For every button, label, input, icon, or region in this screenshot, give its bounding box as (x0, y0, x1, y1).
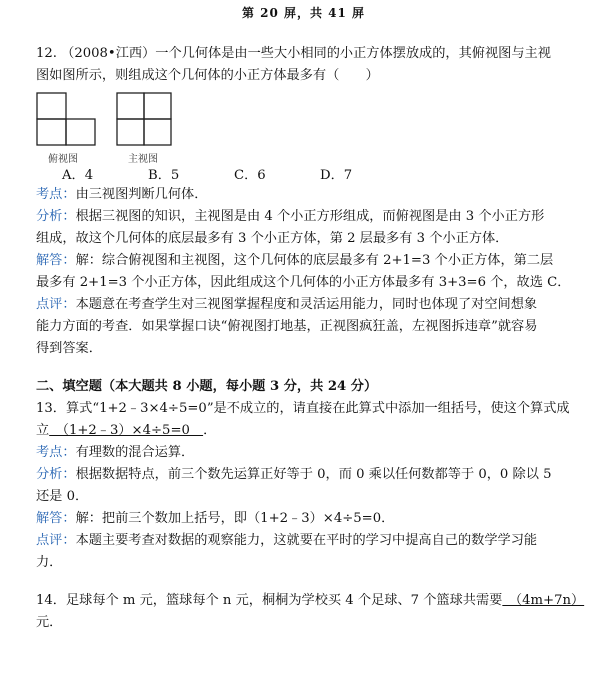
q12-options (62, 167, 382, 185)
q13-dianping-line2: 力． (36, 555, 63, 570)
q13-stem-prefix: 立 (36, 423, 50, 438)
q14-stem-line2: 元． (36, 615, 63, 630)
fenxi-tag: 分析： (36, 209, 76, 224)
q14-stem-line1 (36, 592, 584, 610)
q13-stem-line2 (36, 422, 216, 440)
jieda-text: 解：综合俯视图和主视图，这个几何体的底层最多有 2+1=3 个小正方体，第二层 (75, 253, 554, 268)
q13-stem-suffix: ． (203, 423, 217, 438)
dianping-tag: 点评： (36, 533, 76, 548)
q12-jieda-line1 (36, 252, 553, 270)
q13-jieda (36, 510, 394, 528)
fenxi-tag: 分析： (36, 467, 76, 482)
front-view-label: 主视图 (128, 154, 158, 165)
option-a: A．4 (62, 168, 94, 183)
jieda-tag: 解答： (36, 511, 76, 526)
q12-stem-line2: 图如图所示，则组成这个几何体的小正方体最多有（ ） (36, 68, 379, 83)
q12-dianping-line2: 能力方面的考查．如果掌握口诀“俯视图打地基，正视图疯狂盖，左视图拆违章”就容易 (36, 319, 538, 334)
section-title: 二、填空题（本大题共 8 小题，每小题 3 分，共 24 分） (36, 379, 378, 394)
kaodian-text: 有理数的混合运算． (75, 445, 195, 460)
q14-stem-prefix: 14．足球每个 m 元，篮球每个 n 元，桐桐为学校买 4 个足球、7 个篮球共需要 (36, 593, 503, 608)
q12-stem-line1: 12. （2008•江西）一个几何体是由一些大小相同的小正方体摆放成的，其俯视图与主视 (36, 46, 551, 61)
q13-stem-line1: 13．算式“1+2﹣3×4÷5=0”是不成立的，请直接在此算式中添加一组括号，使这个算式成 (36, 401, 570, 416)
q12-fenxi-line1 (36, 208, 544, 226)
q12-dianping-line3: 得到答案． (36, 341, 102, 356)
kaodian-text: 由三视图判断几何体． (75, 187, 208, 202)
page-header: 第 20 屏，共 41 屏 (241, 6, 366, 20)
q12-dianping-line1 (36, 296, 537, 314)
fenxi-text: 根据三视图的知识，主视图是由 4 个小正方形组成，而俯视图是由 3 个小正方形 (75, 209, 545, 224)
top-view-drawing (36, 92, 96, 146)
option-c: C．6 (234, 168, 266, 183)
option-d: D．7 (320, 168, 353, 183)
q13-answer: （1+2﹣3）×4÷5=0 (49, 423, 204, 438)
q12-jieda-line2: 最多有 2+1=3 个小正方体，因此组成这个几何体的小正方体最多有 3+3=6 个，故选 C． (36, 275, 571, 290)
kaodian-tag: 考点： (36, 445, 76, 460)
q13-fenxi-line1 (36, 466, 551, 484)
q13-fenxi-line2: 还是 0． (36, 489, 89, 504)
front-view-figure (116, 92, 172, 146)
jieda-text: 解：把前三个数加上括号，即（1+2﹣3）×4÷5=0． (75, 511, 395, 526)
q12-kaodian (36, 186, 207, 204)
q13-kaodian (36, 444, 194, 462)
q12-fenxi-line2: 组成，故这个几何体的底层最多有 3 个小正方体，第 2 层最多有 3 个小正方体． (36, 231, 509, 246)
dianping-text: 本题主要考查对数据的观察能力，这就要在平时的学习中提高自己的数学学习能 (75, 533, 538, 548)
front-view-drawing (116, 92, 172, 146)
top-view-figure (36, 92, 96, 146)
option-b: B．5 (148, 168, 180, 183)
q14-answer: （4m+7n） (502, 593, 585, 608)
kaodian-tag: 考点： (36, 187, 76, 202)
top-view-label: 俯视图 (48, 154, 78, 165)
fenxi-text: 根据数据特点，前三个数先运算正好等于 0，而 0 乘以任何数都等于 0，0 除以 5 (75, 467, 552, 482)
q13-dianping-line1 (36, 532, 537, 550)
jieda-tag: 解答： (36, 253, 76, 268)
dianping-text: 本题意在考查学生对三视图掌握程度和灵活运用能力，同时也体现了对空间想象 (75, 297, 538, 312)
dianping-tag: 点评： (36, 297, 76, 312)
